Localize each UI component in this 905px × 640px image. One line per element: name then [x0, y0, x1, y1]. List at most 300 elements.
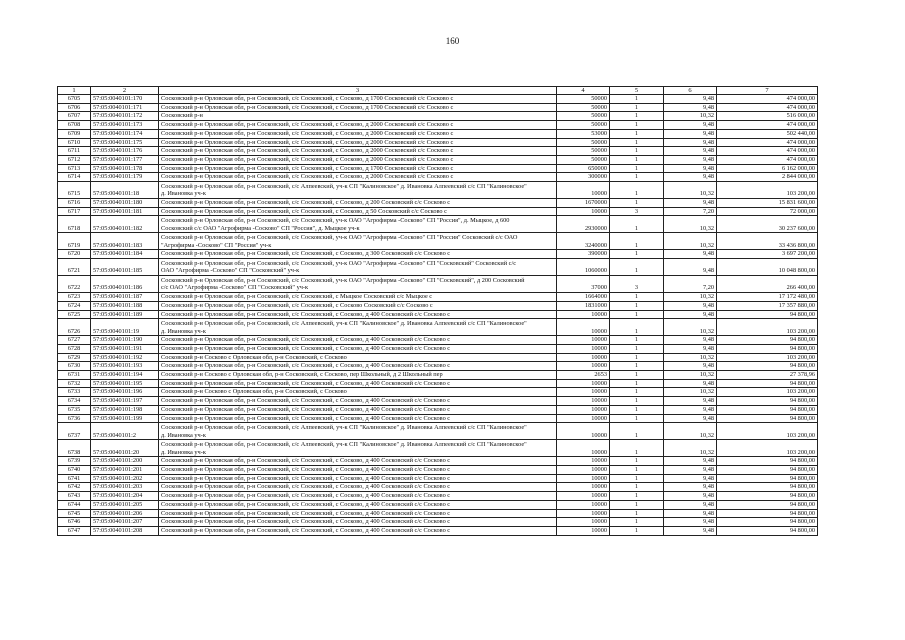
rate-cell: 10,32 — [664, 216, 717, 233]
value-cell: 2 844 000,00 — [717, 173, 818, 182]
table-row — [58, 526, 818, 535]
row-number-cell: 6709 — [58, 129, 91, 138]
table-row — [58, 379, 818, 388]
row-number-cell: 6745 — [58, 509, 91, 518]
value-cell: 3 697 200,00 — [717, 250, 818, 259]
table-header-row — [58, 87, 818, 95]
address-cell — [159, 500, 557, 509]
address-text: Сосковский р-н Сосково с Орловская обл, р-н Сосковский, с Сосково — [161, 388, 347, 396]
value-cell: 15 831 600,00 — [717, 199, 818, 208]
group-cell: 1 — [610, 474, 664, 483]
rate-cell: 9,48 — [664, 95, 717, 104]
row-number-cell: 6707 — [58, 112, 91, 121]
address-cell — [159, 310, 557, 319]
row-number-cell: 6743 — [58, 492, 91, 501]
area-cell: 10000 — [557, 319, 610, 336]
value-cell: 30 237 600,00 — [717, 216, 818, 233]
column-header: 2 — [91, 87, 159, 95]
address-cell — [159, 233, 557, 250]
rate-cell: 9,48 — [664, 526, 717, 535]
address-cell — [159, 336, 557, 345]
row-number-cell: 6717 — [58, 207, 91, 216]
area-cell: 2653 — [557, 371, 610, 380]
row-number-cell: 6720 — [58, 250, 91, 259]
address-cell — [159, 474, 557, 483]
table-row — [58, 301, 818, 310]
address-cell — [159, 457, 557, 466]
group-cell: 1 — [610, 173, 664, 182]
cadastral-number-cell: 57:05:0040101:170 — [91, 95, 159, 104]
table-row — [58, 319, 818, 336]
table-row — [58, 199, 818, 208]
area-cell: 10000 — [557, 423, 610, 440]
value-cell: 103 200,00 — [717, 182, 818, 199]
rate-cell: 9,48 — [664, 362, 717, 371]
row-number-cell: 6732 — [58, 379, 91, 388]
address-text: Сосковский р-н Орловская обл, р-н Сосковский, с/с Сосковский, с Сосково, д 400 Сосковский с/с Сосково с — [161, 483, 451, 491]
table-row — [58, 121, 818, 130]
row-number-cell: 6742 — [58, 483, 91, 492]
address-cell — [159, 509, 557, 518]
cadastral-number-cell: 57:05:0040101:203 — [91, 483, 159, 492]
group-cell: 1 — [610, 147, 664, 156]
row-number-cell: 6713 — [58, 164, 91, 173]
table-row — [58, 362, 818, 371]
address-text: Сосковский р-н Орловская обл, р-н Сосковский, с/с Сосковский, с Сосково, д 2000 Сосковский с/с Сосково с — [161, 121, 454, 129]
row-number-cell: 6722 — [58, 276, 91, 293]
rate-cell: 9,48 — [664, 138, 717, 147]
area-cell: 10000 — [557, 207, 610, 216]
area-cell: 650000 — [557, 164, 610, 173]
rate-cell: 9,48 — [664, 336, 717, 345]
cadastral-number-cell: 57:05:0040101:197 — [91, 397, 159, 406]
address-cell — [159, 492, 557, 501]
rate-cell: 9,48 — [664, 509, 717, 518]
group-cell: 1 — [610, 353, 664, 362]
address-text: Сосковский р-н Орловская обл, р-н Сосковский, с/с Сосковский, с Сосково, д 400 Сосковский с/с Сосково с — [161, 500, 451, 508]
group-cell: 1 — [610, 138, 664, 147]
rate-cell: 9,48 — [664, 173, 717, 182]
address-cell — [159, 465, 557, 474]
group-cell: 1 — [610, 259, 664, 276]
row-number-cell: 6708 — [58, 121, 91, 130]
cadastral-number-cell: 57:05:0040101:180 — [91, 199, 159, 208]
value-cell: 103 200,00 — [717, 319, 818, 336]
group-cell: 1 — [610, 319, 664, 336]
address-text: Сосковский р-н Орловская обл, р-н Сосковский, с/с Сосковский, с Сосково, д 400 Сосковский с/с Сосково с — [161, 518, 451, 526]
group-cell: 1 — [610, 423, 664, 440]
row-number-cell: 6715 — [58, 182, 91, 199]
value-cell: 94 800,00 — [717, 379, 818, 388]
address-text: Сосковский р-н Орловская обл, р-н Сосковский, с/с Сосковский, с Сосково, д 2000 Сосковский с/с Сосково с — [161, 138, 454, 146]
address-cell — [159, 147, 557, 156]
address-text: Сосковский р-н Орловская обл, р-н Сосковский, с/с Сосковский, с Сосково, д 400 Сосковский с/с Сосково с — [161, 397, 451, 405]
rate-cell: 9,48 — [664, 379, 717, 388]
row-number-cell: 6737 — [58, 423, 91, 440]
group-cell: 3 — [610, 207, 664, 216]
value-cell: 474 000,00 — [717, 138, 818, 147]
address-text: Сосковский р-н Сосково с Орловская обл, р-н Сосковский, с Сосково, пер Школьный, д 2 Школьный пер — [161, 371, 443, 379]
area-cell: 10000 — [557, 492, 610, 501]
group-cell: 1 — [610, 483, 664, 492]
rate-cell: 9,48 — [664, 474, 717, 483]
rate-cell: 7,20 — [664, 276, 717, 293]
area-cell: 10000 — [557, 474, 610, 483]
group-cell: 1 — [610, 405, 664, 414]
group-cell: 1 — [610, 362, 664, 371]
group-cell: 1 — [610, 465, 664, 474]
rate-cell: 9,48 — [664, 250, 717, 259]
rate-cell: 9,48 — [664, 121, 717, 130]
group-cell: 1 — [610, 112, 664, 121]
cadastral-number-cell: 57:05:0040101:201 — [91, 465, 159, 474]
cadastral-number-cell: 57:05:0040101:196 — [91, 388, 159, 397]
address-cell — [159, 362, 557, 371]
cadastral-number-cell: 57:05:0040101:188 — [91, 301, 159, 310]
address-cell — [159, 173, 557, 182]
value-cell: 474 000,00 — [717, 121, 818, 130]
address-cell — [159, 112, 557, 121]
address-text: Сосковский р-н Орловская обл, р-н Сосковский, с/с Сосковский, с Сосково, д 400 Сосковский с/с Сосково с — [161, 474, 451, 482]
cadastral-number-cell: 57:05:0040101:204 — [91, 492, 159, 501]
cadastral-number-cell: 57:05:0040101:208 — [91, 526, 159, 535]
group-cell: 1 — [610, 336, 664, 345]
address-text: Сосковский р-н Орловская обл, р-н Сосковский, с/с Сосковский, с Сосково, д 300 Сосковский с/с Сосково с — [161, 250, 451, 258]
cadastral-number-cell: 57:05:0040101:177 — [91, 155, 159, 164]
row-number-cell: 6718 — [58, 216, 91, 233]
group-cell: 1 — [610, 310, 664, 319]
cadastral-number-cell: 57:05:0040101:194 — [91, 371, 159, 380]
value-cell: 17 357 880,00 — [717, 301, 818, 310]
value-cell: 72 000,00 — [717, 207, 818, 216]
cadastral-number-cell: 57:05:0040101:191 — [91, 344, 159, 353]
address-text: Сосковский р-н Орловская обл, р-н Сосковский, с/с Сосковский, с Сосково, д 2000 Сосковский с/с Сосково с — [161, 173, 454, 181]
table-row — [58, 440, 818, 457]
group-cell: 1 — [610, 414, 664, 423]
group-cell: 1 — [610, 103, 664, 112]
table-row — [58, 414, 818, 423]
address-cell — [159, 371, 557, 380]
cadastral-number-cell: 57:05:0040101:176 — [91, 147, 159, 156]
row-number-cell: 6731 — [58, 371, 91, 380]
row-number-cell: 6706 — [58, 103, 91, 112]
cadastral-number-cell: 57:05:0040101:189 — [91, 310, 159, 319]
row-number-cell: 6747 — [58, 526, 91, 535]
rate-cell: 10,32 — [664, 233, 717, 250]
area-cell: 50000 — [557, 112, 610, 121]
group-cell: 1 — [610, 388, 664, 397]
area-cell: 300000 — [557, 173, 610, 182]
address-cell — [159, 379, 557, 388]
row-number-cell: 6733 — [58, 388, 91, 397]
cadastral-number-cell: 57:05:0040101:183 — [91, 233, 159, 250]
address-text: Сосковский р-н Орловская обл, р-н Сосковский, с/с Сосковский, с Сосково, д 400 Сосковский с/с Сосково с — [161, 362, 451, 370]
value-cell: 94 800,00 — [717, 362, 818, 371]
value-cell: 474 000,00 — [717, 147, 818, 156]
cadastral-number-cell: 57:05:0040101:2 — [91, 423, 159, 440]
address-cell — [159, 276, 557, 293]
area-cell: 50000 — [557, 103, 610, 112]
address-cell — [159, 423, 557, 440]
group-cell: 1 — [610, 397, 664, 406]
group-cell: 1 — [610, 518, 664, 527]
cadastral-number-cell: 57:05:0040101:198 — [91, 405, 159, 414]
row-number-cell: 6705 — [58, 95, 91, 104]
value-cell: 103 200,00 — [717, 353, 818, 362]
value-cell: 474 000,00 — [717, 155, 818, 164]
value-cell: 94 800,00 — [717, 397, 818, 406]
table-row — [58, 465, 818, 474]
value-cell: 516 000,00 — [717, 112, 818, 121]
row-number-cell: 6744 — [58, 500, 91, 509]
address-text: Сосковский р-н Орловская обл, р-н Сосковский, с/с Сосковский, уч-к ОАО "Агрофирма -Сосково" СП "Россия" Сосковский с/с ОАО "Агрофирма -Сосково" СП "Россия" уч-к — [161, 234, 518, 249]
rate-cell: 9,48 — [664, 199, 717, 208]
value-cell: 474 000,00 — [717, 103, 818, 112]
row-number-cell: 6734 — [58, 397, 91, 406]
address-cell — [159, 259, 557, 276]
cadastral-number-cell: 57:05:0040101:202 — [91, 474, 159, 483]
row-number-cell: 6723 — [58, 293, 91, 302]
area-cell: 50000 — [557, 121, 610, 130]
value-cell: 94 800,00 — [717, 483, 818, 492]
area-cell: 2930000 — [557, 216, 610, 233]
table-row — [58, 182, 818, 199]
address-cell — [159, 155, 557, 164]
group-cell: 1 — [610, 182, 664, 199]
rate-cell: 9,48 — [664, 500, 717, 509]
address-text: Сосковский р-н Орловская обл, р-н Сосковский, с/с Сосковский, с Сосково, д 400 Сосковский с/с Сосково с — [161, 526, 451, 534]
address-cell — [159, 526, 557, 535]
row-number-cell: 6719 — [58, 233, 91, 250]
area-cell: 390000 — [557, 250, 610, 259]
cadastral-number-cell: 57:05:0040101:186 — [91, 276, 159, 293]
row-number-cell: 6712 — [58, 155, 91, 164]
table-row — [58, 147, 818, 156]
table-row — [58, 405, 818, 414]
cadastral-number-cell: 57:05:0040101:190 — [91, 336, 159, 345]
row-number-cell: 6746 — [58, 518, 91, 527]
table-row — [58, 259, 818, 276]
address-text: Сосковский р-н Орловская обл, р-н Сосковский, с/с Сосковский, с Сосково, д 1700 Сосковский с/с Сосково с — [161, 103, 454, 111]
table-row — [58, 457, 818, 466]
area-cell: 3240000 — [557, 233, 610, 250]
group-cell: 1 — [610, 344, 664, 353]
group-cell: 1 — [610, 509, 664, 518]
area-cell: 10000 — [557, 457, 610, 466]
address-cell — [159, 319, 557, 336]
area-cell: 50000 — [557, 147, 610, 156]
cadastral-number-cell: 57:05:0040101:187 — [91, 293, 159, 302]
row-number-cell: 6729 — [58, 353, 91, 362]
rate-cell: 10,32 — [664, 423, 717, 440]
area-cell: 10000 — [557, 379, 610, 388]
address-cell — [159, 164, 557, 173]
cadastral-number-cell: 57:05:0040101:172 — [91, 112, 159, 121]
address-text: Сосковский р-н Орловская обл, р-н Сосковский, с/с Сосковский, с Сосково, д 400 Сосковский с/с Сосково с — [161, 414, 451, 422]
land-parcel-table — [57, 86, 818, 536]
cadastral-number-cell: 57:05:0040101:195 — [91, 379, 159, 388]
table-row — [58, 474, 818, 483]
address-text: Сосковский р-н — [161, 112, 203, 120]
address-text: Сосковский р-н Орловская обл, р-н Сосковский, с/с Сосковский, уч-к ОАО "Агрофирма -Сосково" СП "Россия", д. Мыцкое, д 600 Сосковский с/с ОАО "Агрофирма -Сосково" СП "Россия", д. Мыцкое уч-к — [161, 217, 510, 232]
table-row — [58, 103, 818, 112]
address-text: Сосковский р-н Орловская обл, р-н Сосковский, с/с Сосковский, с Сосково, д 2000 Сосковский с/с Сосково с — [161, 147, 454, 155]
row-number-cell: 6740 — [58, 465, 91, 474]
row-number-cell: 6721 — [58, 259, 91, 276]
address-cell — [159, 388, 557, 397]
area-cell: 10000 — [557, 182, 610, 199]
cadastral-number-cell: 57:05:0040101:206 — [91, 509, 159, 518]
group-cell: 1 — [610, 492, 664, 501]
rate-cell: 7,20 — [664, 207, 717, 216]
address-cell — [159, 301, 557, 310]
area-cell: 37000 — [557, 276, 610, 293]
address-text: Сосковский р-н Орловская обл, р-н Сосковский, с/с Алпеевский, уч-к СП "Калиновское" д. Ивановка Алпеевский с/с СП "Калиновское" д. Ивановка уч-к — [161, 423, 527, 439]
area-cell: 10000 — [557, 465, 610, 474]
group-cell: 1 — [610, 216, 664, 233]
value-cell: 33 436 800,00 — [717, 233, 818, 250]
table-row — [58, 276, 818, 293]
cadastral-number-cell: 57:05:0040101:200 — [91, 457, 159, 466]
value-cell: 474 000,00 — [717, 95, 818, 104]
table-row — [58, 164, 818, 173]
value-cell: 94 800,00 — [717, 344, 818, 353]
row-number-cell: 6716 — [58, 199, 91, 208]
address-text: Сосковский р-н Орловская обл, р-н Сосковский, с/с Сосковский, уч-к ОАО "Агрофирма -Сосково" СП "Сосковский", д 200 Сосковский с/с ОАО "Агрофирма -Сосково" СП "Сосковский" уч-к — [161, 276, 525, 292]
address-text: Сосковский р-н Орловская обл, р-н Сосковский, с/с Сосковский, с Сосково, д 2000 Сосковский с/с Сосково с — [161, 155, 454, 163]
rate-cell: 10,32 — [664, 182, 717, 199]
rate-cell: 10,32 — [664, 388, 717, 397]
rate-cell: 9,48 — [664, 457, 717, 466]
row-number-cell: 6727 — [58, 336, 91, 345]
row-number-cell: 6710 — [58, 138, 91, 147]
cadastral-number-cell: 57:05:0040101:184 — [91, 250, 159, 259]
value-cell: 94 800,00 — [717, 518, 818, 527]
address-cell — [159, 483, 557, 492]
address-text: Сосковский р-н Орловская обл, р-н Сосковский, с/с Сосковский, с Сосково, д 400 Сосковский с/с Сосково с — [161, 379, 451, 387]
value-cell: 103 200,00 — [717, 440, 818, 457]
row-number-cell: 6735 — [58, 405, 91, 414]
rate-cell: 9,48 — [664, 164, 717, 173]
rate-cell: 9,48 — [664, 129, 717, 138]
cadastral-number-cell: 57:05:0040101:199 — [91, 414, 159, 423]
address-text: Сосковский р-н Орловская обл, р-н Сосковский, с/с Сосковский, уч-к ОАО "Агрофирма -Сосково" СП "Сосковский" Сосковский с/с ОАО "Агрофирма -Сосково" СП "Сосковский" уч-к — [161, 259, 517, 275]
row-number-cell: 6728 — [58, 344, 91, 353]
value-cell: 103 200,00 — [717, 388, 818, 397]
area-cell: 10000 — [557, 310, 610, 319]
area-cell: 1831000 — [557, 301, 610, 310]
rate-cell: 9,48 — [664, 414, 717, 423]
rate-cell: 9,48 — [664, 155, 717, 164]
rate-cell: 9,48 — [664, 483, 717, 492]
rate-cell: 9,48 — [664, 344, 717, 353]
table-row — [58, 310, 818, 319]
rate-cell: 10,32 — [664, 112, 717, 121]
area-cell: 50000 — [557, 138, 610, 147]
value-cell: 94 800,00 — [717, 526, 818, 535]
cadastral-number-cell: 57:05:0040101:174 — [91, 129, 159, 138]
address-text: Сосковский р-н Орловская обл, р-н Сосковский, с/с Сосковский, с Мыцкое Сосковский с/с Мыцкое с — [161, 293, 433, 301]
rate-cell: 10,32 — [664, 440, 717, 457]
group-cell: 1 — [610, 129, 664, 138]
address-text: Сосковский р-н Орловская обл, р-н Сосковский, с/с Сосковский, с Сосково, д 1700 Сосковский с/с Сосково с — [161, 95, 454, 102]
group-cell: 1 — [610, 250, 664, 259]
address-text: Сосковский р-н Орловская обл, р-н Сосковский, с/с Алпеевский, уч-к СП "Калиновское" д. Ивановка Алпеевский с/с СП "Калиновское" д. Ивановка уч-к — [161, 319, 527, 335]
group-cell: 3 — [610, 276, 664, 293]
cadastral-number-cell: 57:05:0040101:173 — [91, 121, 159, 130]
address-text: Сосковский р-н Орловская обл, р-н Сосковский, с/с Сосковский, с Сосково, д 200 Сосковский с/с Сосково с — [161, 199, 451, 207]
group-cell: 1 — [610, 500, 664, 509]
column-header: 5 — [610, 87, 664, 95]
value-cell: 94 800,00 — [717, 509, 818, 518]
group-cell: 1 — [610, 371, 664, 380]
address-text: Сосковский р-н Орловская обл, р-н Сосковский, с/с Сосковский, с Сосково, д 400 Сосковский с/с Сосково с — [161, 457, 451, 465]
table-row — [58, 388, 818, 397]
table-row — [58, 518, 818, 527]
address-cell — [159, 397, 557, 406]
table-row — [58, 173, 818, 182]
rate-cell: 9,48 — [664, 147, 717, 156]
group-cell: 1 — [610, 526, 664, 535]
address-cell — [159, 250, 557, 259]
area-cell: 1670000 — [557, 199, 610, 208]
rate-cell: 9,48 — [664, 301, 717, 310]
address-cell — [159, 199, 557, 208]
address-text: Сосковский р-н Орловская обл, р-н Сосковский, с/с Сосковский, с Сосково, д 400 Сосковский с/с Сосково с — [161, 336, 451, 344]
row-number-cell: 6738 — [58, 440, 91, 457]
address-text: Сосковский р-н Орловская обл, р-н Сосковский, с/с Сосковский, с Сосково, д 1700 Сосковский с/с Сосково с — [161, 164, 454, 172]
address-cell — [159, 95, 557, 104]
area-cell: 10000 — [557, 483, 610, 492]
table-row — [58, 216, 818, 233]
rate-cell: 10,32 — [664, 371, 717, 380]
address-cell — [159, 121, 557, 130]
table-row — [58, 233, 818, 250]
address-cell — [159, 138, 557, 147]
group-cell: 1 — [610, 379, 664, 388]
table-row — [58, 344, 818, 353]
address-cell — [159, 103, 557, 112]
rate-cell: 10,32 — [664, 353, 717, 362]
address-cell — [159, 353, 557, 362]
row-number-cell: 6736 — [58, 414, 91, 423]
address-cell — [159, 344, 557, 353]
row-number-cell: 6725 — [58, 310, 91, 319]
table-row — [58, 483, 818, 492]
value-cell: 94 800,00 — [717, 336, 818, 345]
table-row — [58, 336, 818, 345]
value-cell: 103 200,00 — [717, 423, 818, 440]
cadastral-number-cell: 57:05:0040101:179 — [91, 173, 159, 182]
group-cell: 1 — [610, 457, 664, 466]
value-cell: 94 800,00 — [717, 500, 818, 509]
area-cell: 10000 — [557, 414, 610, 423]
cadastral-number-cell: 57:05:0040101:182 — [91, 216, 159, 233]
table-row — [58, 112, 818, 121]
group-cell: 1 — [610, 95, 664, 104]
table-row — [58, 500, 818, 509]
rate-cell: 9,48 — [664, 465, 717, 474]
value-cell: 94 800,00 — [717, 474, 818, 483]
address-cell — [159, 440, 557, 457]
rate-cell: 9,48 — [664, 405, 717, 414]
value-cell: 94 800,00 — [717, 465, 818, 474]
group-cell: 1 — [610, 440, 664, 457]
table-row — [58, 95, 818, 104]
address-cell — [159, 518, 557, 527]
cadastral-number-cell: 57:05:0040101:193 — [91, 362, 159, 371]
area-cell: 10000 — [557, 500, 610, 509]
